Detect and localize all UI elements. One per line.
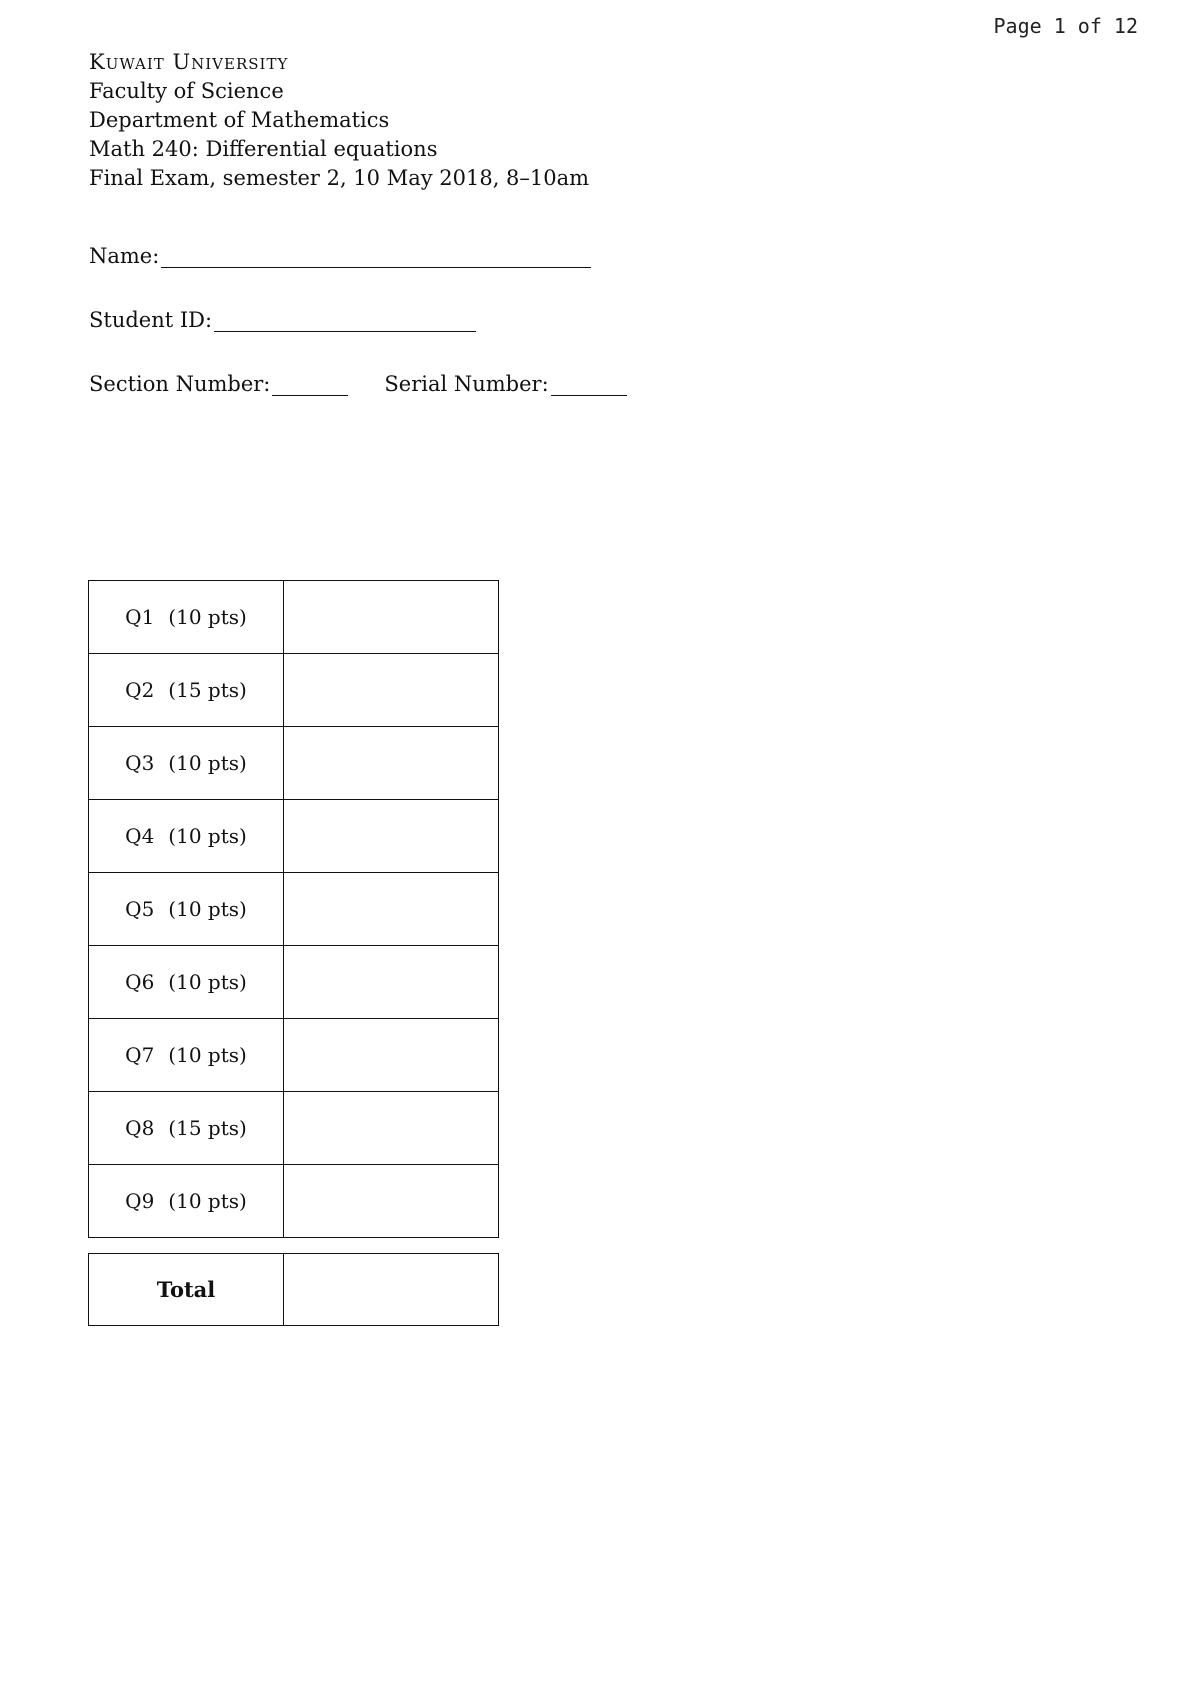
score-box[interactable] [284,581,499,654]
student-id-blank[interactable] [214,309,476,332]
section-number-label: Section Number: [89,372,271,396]
score-box[interactable] [284,1165,499,1238]
question-number: Q9 [125,1189,155,1213]
question-number: Q4 [125,824,155,848]
score-row [89,654,499,727]
question-label [89,800,284,873]
question-number: Q6 [125,970,155,994]
question-points: (10 pts) [168,824,247,848]
exam-info: Final Exam, semester 2, 10 May 2018, 8–10am [89,166,590,190]
total-row [89,1254,499,1326]
score-box[interactable] [284,727,499,800]
question-points: (10 pts) [168,970,247,994]
section-serial-field [89,372,627,396]
score-row [89,873,499,946]
question-number: Q8 [125,1116,155,1140]
question-points: (10 pts) [168,1043,247,1067]
question-label [89,581,284,654]
question-points: (10 pts) [168,605,247,629]
score-table [88,580,499,1238]
total-table [88,1253,499,1326]
score-row [89,1019,499,1092]
serial-number-label: Serial Number: [384,372,549,396]
name-blank[interactable] [161,245,591,268]
question-label [89,727,284,800]
question-points: (15 pts) [168,1116,247,1140]
score-row [89,581,499,654]
question-label [89,946,284,1019]
department-name: Department of Mathematics [89,108,390,132]
exam-header [89,48,589,193]
university-name: Kuwait University [89,50,289,74]
question-label [89,1092,284,1165]
question-points: (10 pts) [168,1189,247,1213]
score-box[interactable] [284,1019,499,1092]
name-label: Name: [89,244,160,268]
score-row [89,946,499,1019]
score-box[interactable] [284,800,499,873]
score-row [89,1165,499,1238]
score-row [89,1092,499,1165]
score-row [89,800,499,873]
faculty-name: Faculty of Science [89,79,284,103]
question-number: Q2 [125,678,155,702]
score-box[interactable] [284,873,499,946]
section-number-blank[interactable] [272,373,348,396]
question-number: Q5 [125,897,155,921]
score-box[interactable] [284,654,499,727]
student-id-field [89,308,476,332]
question-label [89,1019,284,1092]
course-title: Math 240: Differential equations [89,137,438,161]
question-number: Q7 [125,1043,155,1067]
page-number: Page 1 of 12 [993,14,1138,38]
question-points: (10 pts) [168,897,247,921]
question-points: (10 pts) [168,751,247,775]
name-field [89,244,591,268]
question-label [89,654,284,727]
question-points: (15 pts) [168,678,247,702]
total-score-box[interactable] [284,1254,499,1326]
student-id-label: Student ID: [89,308,213,332]
score-box[interactable] [284,1092,499,1165]
question-number: Q3 [125,751,155,775]
total-label: Total [89,1254,284,1326]
question-label [89,1165,284,1238]
score-row [89,727,499,800]
question-label [89,873,284,946]
question-number: Q1 [125,605,155,629]
score-box[interactable] [284,946,499,1019]
serial-number-blank[interactable] [551,373,627,396]
